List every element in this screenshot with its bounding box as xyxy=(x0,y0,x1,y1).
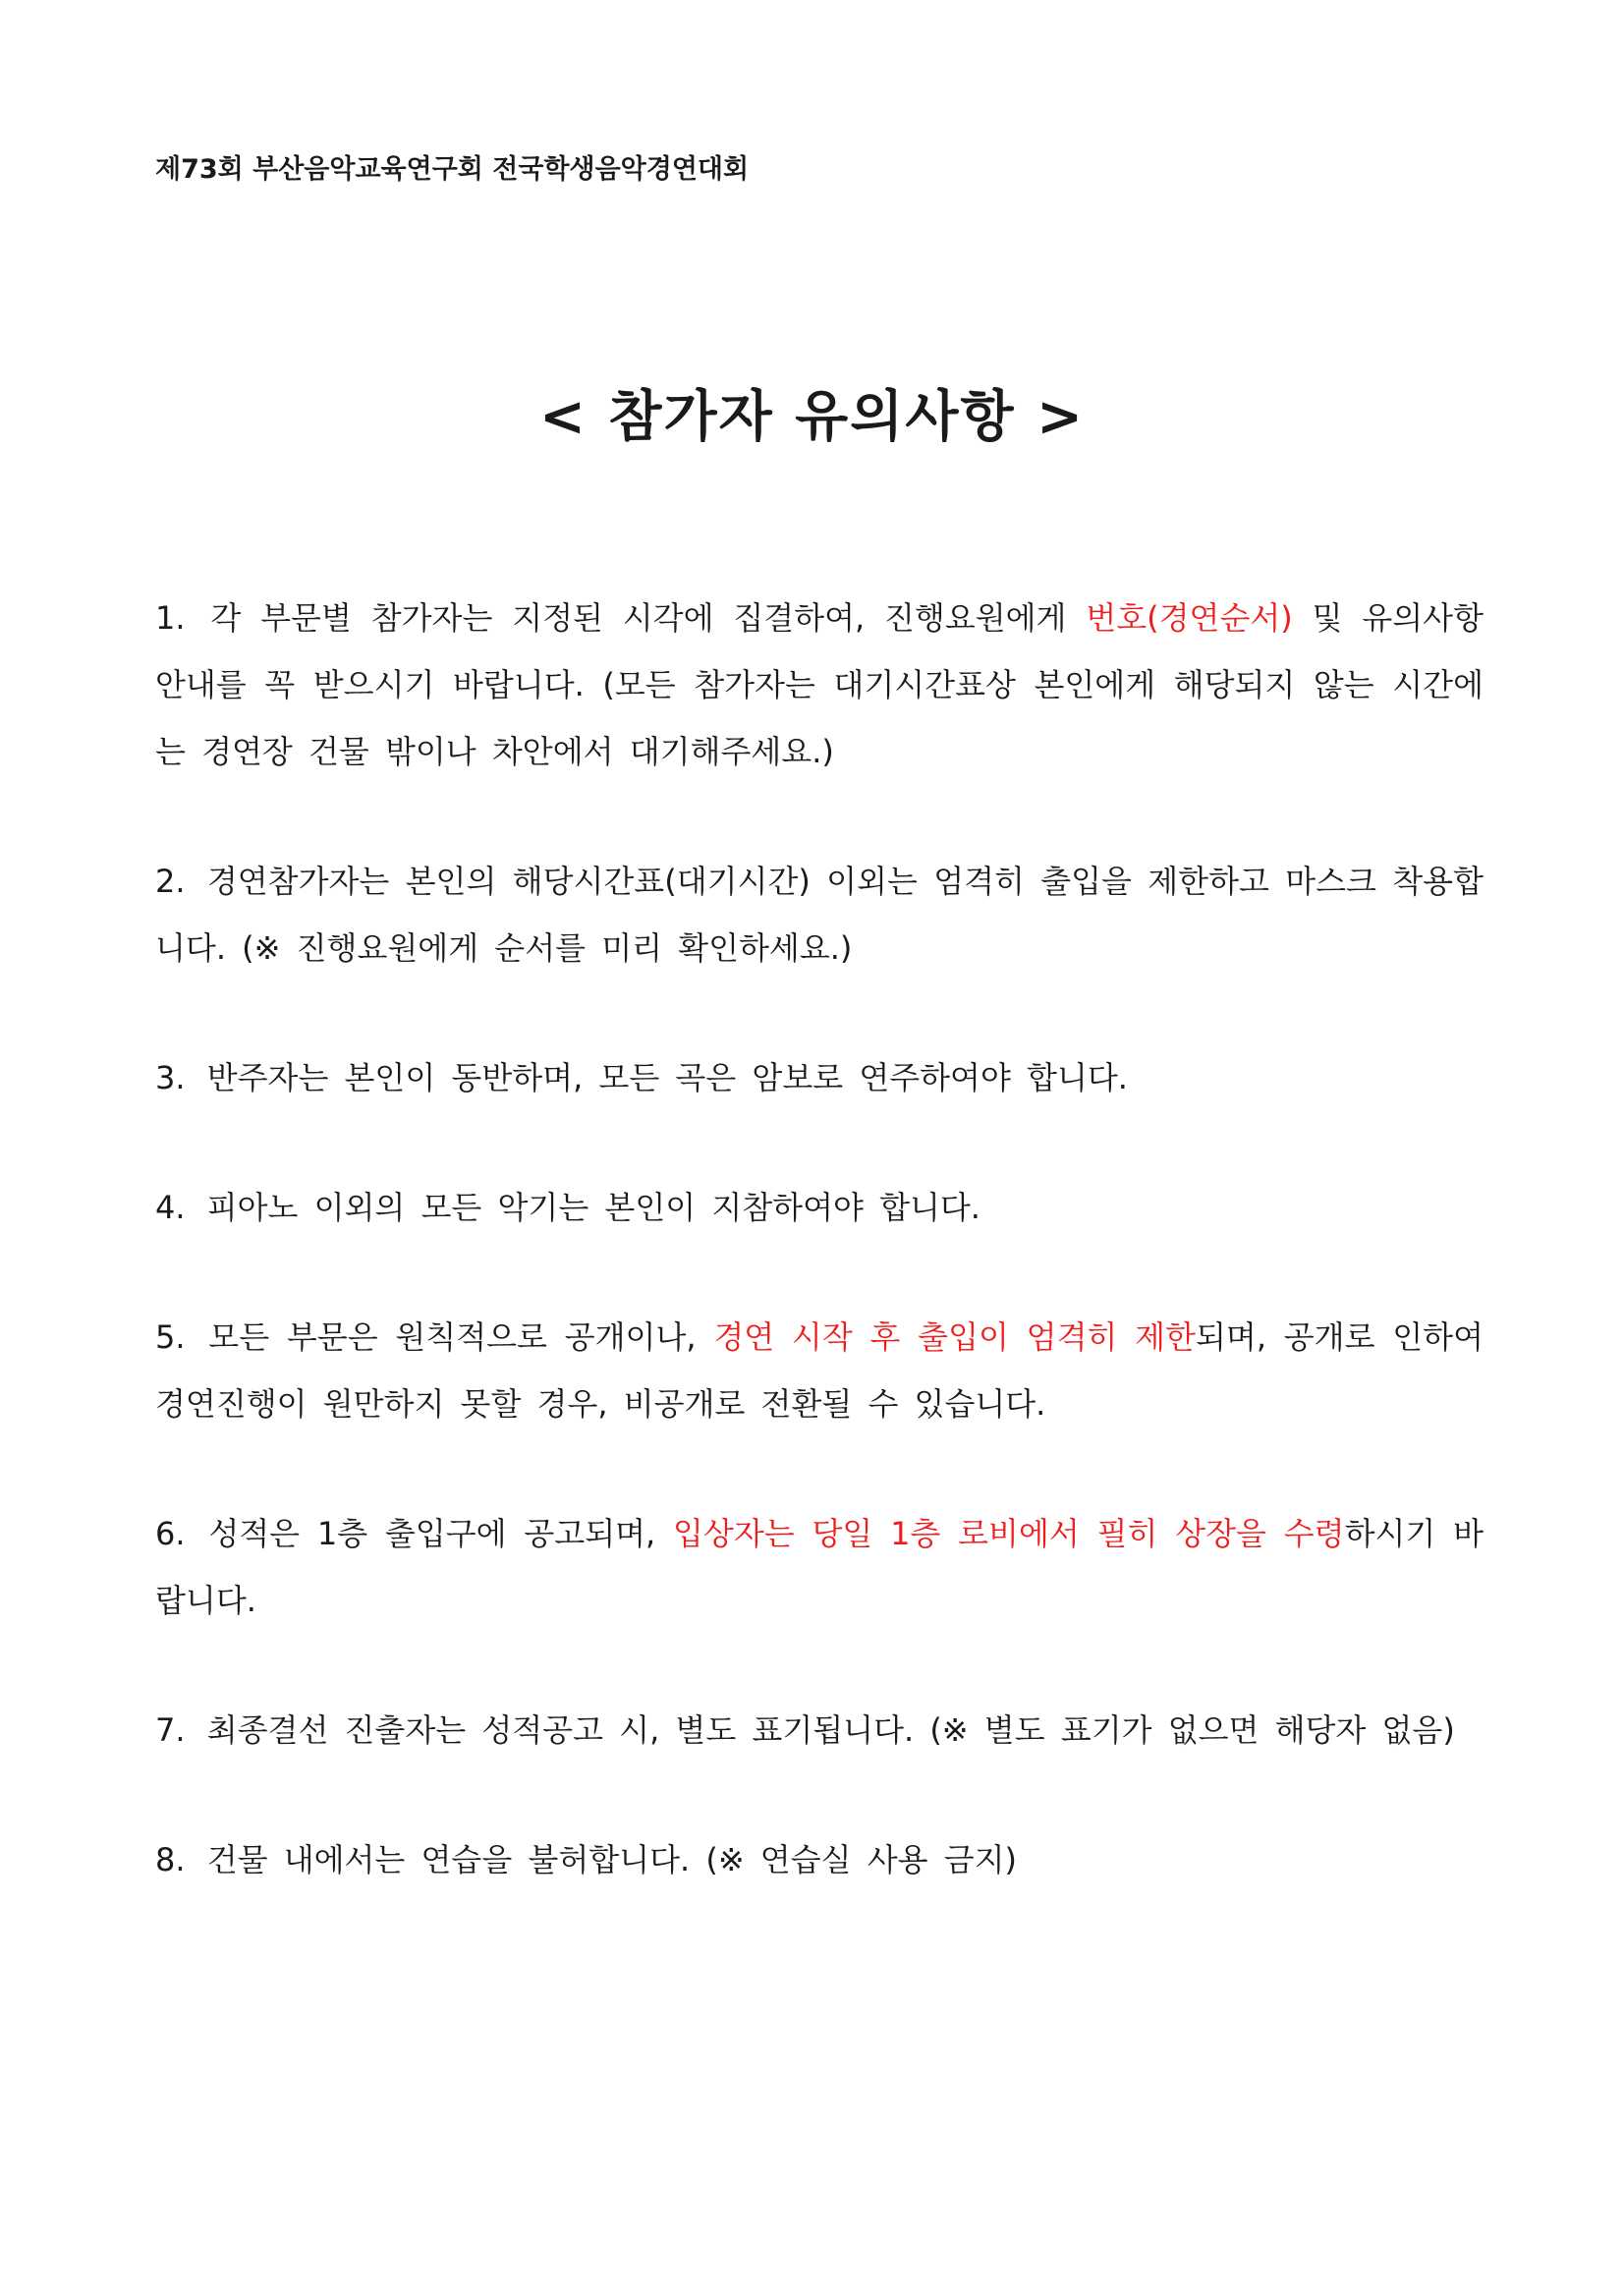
notice-item-4 xyxy=(155,1174,1484,1241)
item-text: 모든 부문은 원칙적으로 공개이나, xyxy=(208,1318,714,1356)
notice-item-6 xyxy=(155,1500,1484,1634)
item-text: 성적은 1층 출입구에 공고되며, xyxy=(208,1515,673,1552)
notice-list xyxy=(155,585,1484,1956)
item-number: 8. xyxy=(155,1841,186,1878)
item-number: 2. xyxy=(155,863,186,900)
item-text: 최종결선 진출자는 성적공고 시, 별도 표기됩니다. (※ 별도 표기가 없으면 해당자 없음) xyxy=(206,1711,1455,1749)
item-text: 하시기 바랍니다. xyxy=(155,1515,1484,1619)
notice-item-1 xyxy=(155,585,1484,785)
item-number: 5. xyxy=(155,1318,186,1356)
notice-item-3 xyxy=(155,1044,1484,1111)
item-number: 6. xyxy=(155,1515,186,1552)
item-number: 7. xyxy=(155,1711,186,1749)
item-number: 1. xyxy=(155,599,186,637)
item-number: 3. xyxy=(155,1059,186,1096)
notice-item-7 xyxy=(155,1697,1484,1764)
document-header: 제73회 부산음악교육연구회 전국학생음악경연대회 xyxy=(155,154,750,185)
item-text: 건물 내에서는 연습을 불허합니다. (※ 연습실 사용 금지) xyxy=(206,1841,1018,1878)
item-text: 반주자는 본인이 동반하며, 모든 곡은 암보로 연주하여야 합니다. xyxy=(206,1059,1128,1096)
notice-item-5 xyxy=(155,1304,1484,1437)
item-text: 되며, 공개로 인하여 경연진행이 원만하지 못할 경우, 비공개로 전환될 수 있습니다. xyxy=(155,1318,1484,1423)
item-highlight: 번호(경연순서) xyxy=(1086,599,1293,637)
item-text: 각 부문별 참가자는 지정된 시각에 집결하여, 진행요원에게 xyxy=(210,599,1087,637)
item-highlight: 경연 시작 후 출입이 엄격히 제한 xyxy=(713,1318,1196,1356)
notice-item-8 xyxy=(155,1826,1484,1893)
notice-item-2 xyxy=(155,848,1484,981)
item-number: 4. xyxy=(155,1189,186,1226)
item-text: 피아노 이외의 모든 악기는 본인이 지참하여야 합니다. xyxy=(206,1189,980,1226)
item-text: 및 유의사항 안내를 꼭 받으시기 바랍니다. (모든 참가자는 대기시간표상 본인에게 해당되지 않는 시간에는 경연장 건물 밖이나 차안에서 대기해주세요.) xyxy=(155,599,1484,770)
item-highlight: 입상자는 당일 1층 로비에서 필히 상장을 수령 xyxy=(673,1515,1345,1552)
page-title: < 참가자 유의사항 > xyxy=(538,385,1085,449)
item-text: 경연참가자는 본인의 해당시간표(대기시간) 이외는 엄격히 출입을 제한하고 마스크 착용합니다. (※ 진행요원에게 순서를 미리 확인하세요.) xyxy=(155,863,1484,967)
